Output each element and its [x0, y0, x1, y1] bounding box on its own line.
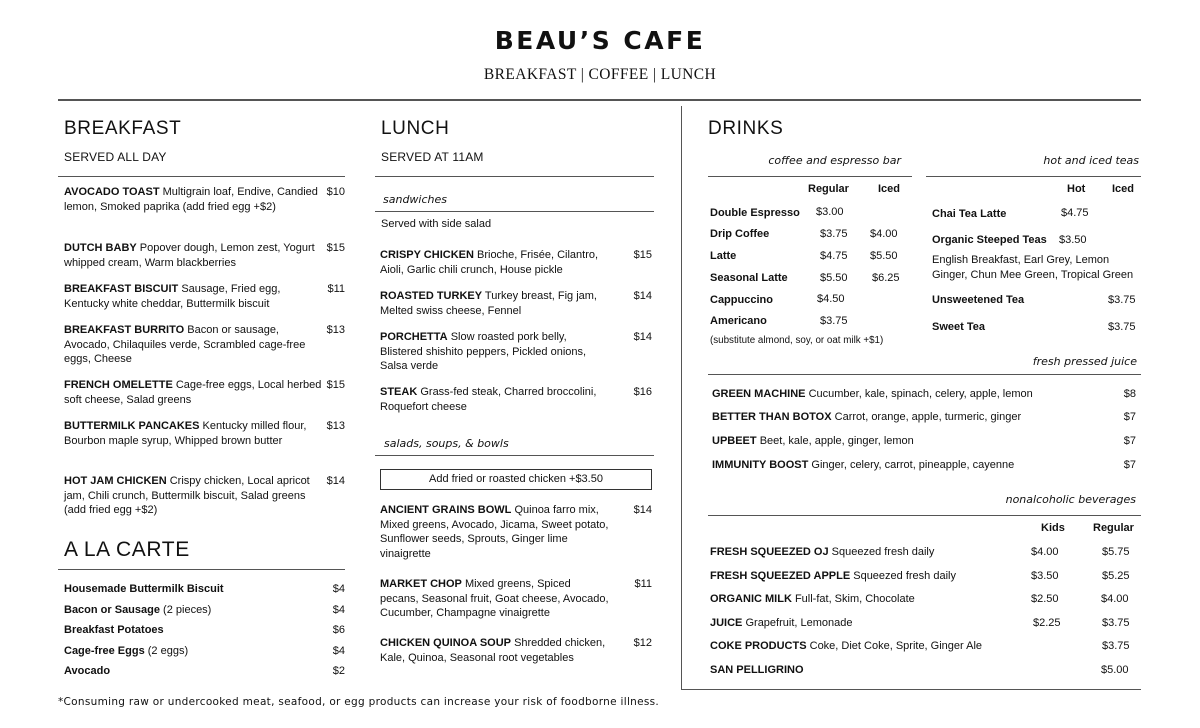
coffee-name: Drip Coffee — [710, 228, 770, 240]
item-price: $15 — [326, 242, 345, 254]
col-header: Iced — [878, 183, 901, 195]
item-name: ANCIENT GRAINS BOWL — [380, 504, 512, 516]
breakfast-subtitle: SERVED ALL DAY — [64, 150, 167, 164]
item-price: $11 — [327, 283, 345, 295]
cafe-subtitle: BREAKFAST | COFFEE | LUNCH — [483, 66, 717, 83]
item-price: $12 — [633, 637, 652, 649]
coffee-regular-price: $5.50 — [820, 272, 848, 284]
menu-item — [380, 330, 652, 385]
tea-varieties: English Breakfast, Earl Grey, Lemon Ginger, Chun Mee Green, Tropical Green — [932, 254, 1134, 281]
item-desc: Mixed greens, Spiced pecans, Seasonal fruit, Goat cheese, Avocado, Cucumber, Champagne vinaigrette — [380, 578, 609, 619]
alacarte-item — [64, 582, 345, 603]
tea-name: Organic Steeped Teas — [932, 234, 1047, 246]
beverage-desc: Grapefruit, Lemonade — [745, 617, 853, 629]
tea-name: Unsweetened Tea — [932, 294, 1025, 306]
header-divider — [58, 99, 1141, 101]
item-name: BREAKFAST BISCUIT — [64, 283, 179, 295]
juice-row — [712, 435, 1136, 447]
coffee-regular-price: $3.75 — [820, 228, 848, 240]
coffee-table — [710, 183, 910, 353]
regular-price: $5.00 — [1101, 664, 1129, 676]
item-desc: Slow roasted pork belly, Blistered shishito peppers, Pickled onions, Salsa verde — [380, 331, 587, 372]
teas-label: hot and iced teas — [1043, 154, 1139, 167]
breakfast-items — [64, 185, 345, 518]
lunch-title: LUNCH — [381, 118, 450, 139]
juice-price: $7 — [1123, 459, 1136, 471]
item-price: $13 — [326, 324, 345, 336]
lunch-section — [381, 118, 653, 164]
juice-row — [712, 411, 1136, 423]
beverage-name: FRESH SQUEEZED APPLE — [710, 570, 851, 582]
item-desc: Quinoa farro mix, Mixed greens, Avocado, Jicama, Sweet potato, Sunflower seeds, Sprouts, Ginger lime vinaigrette — [380, 504, 609, 560]
item-name: DUTCH BABY — [64, 242, 137, 254]
item-name: ROASTED TURKEY — [380, 290, 483, 302]
item-name: BREAKFAST BURRITO — [64, 324, 185, 336]
menu-item — [380, 577, 652, 636]
beverage-desc: Squeezed fresh daily — [853, 570, 956, 582]
coffee-iced-price: $5.50 — [870, 250, 898, 262]
col-header: Kids — [1041, 522, 1065, 534]
juice-row — [712, 388, 1136, 400]
item-name: Housemade Buttermilk Biscuit — [64, 583, 224, 595]
coffee-name: Cappuccino — [710, 294, 773, 306]
item-price: $14 — [326, 475, 345, 487]
item-price: $4 — [332, 644, 345, 657]
beverage-desc: Squeezed fresh daily — [831, 546, 935, 558]
juice-name: UPBEET — [712, 435, 757, 447]
col-header: Regular — [808, 183, 849, 195]
kids-price: $2.50 — [1031, 593, 1059, 605]
menu-item — [380, 248, 652, 289]
alacarte-item — [64, 603, 345, 624]
menu-item — [380, 636, 652, 681]
beverage-row — [710, 664, 804, 676]
coffee-name: Latte — [710, 250, 737, 262]
item-name: CRISPY CHICKEN — [380, 249, 474, 261]
nonalc-rule — [708, 515, 1141, 516]
beverage-name: ORGANIC MILK — [710, 593, 792, 605]
alacarte-section — [64, 538, 345, 562]
breakfast-section — [64, 118, 345, 164]
item-price: $2 — [332, 665, 345, 677]
health-disclaimer: *Consuming raw or undercooked meat, seafood, or egg products can increase your risk of foodborne illness. — [58, 696, 660, 708]
item-note: (2 pieces) — [163, 603, 212, 616]
beverage-desc: Coke, Diet Coke, Sprite, Ginger Ale — [809, 640, 983, 652]
sandwich-items — [380, 248, 652, 426]
item-desc: Turkey breast, Fig jam, Melted swiss cheese, Fennel — [380, 290, 597, 317]
breakfast-rule — [58, 176, 345, 177]
juice-rule — [708, 374, 1141, 375]
teas-rule — [926, 176, 1141, 177]
juice-name: IMMUNITY BOOST — [712, 459, 809, 471]
item-price: $6 — [332, 624, 345, 636]
alacarte-rule — [58, 569, 345, 570]
beverage-name: FRESH SQUEEZED OJ — [710, 546, 829, 558]
salads-label: salads, soups, & bowls — [384, 437, 509, 450]
item-desc: Kentucky milled flour, Bourbon maple syrup, Whipped brown butter — [64, 420, 307, 447]
juice-label: fresh pressed juice — [1032, 355, 1137, 368]
sandwiches-rule — [375, 211, 654, 212]
tea-name: Sweet Tea — [932, 321, 985, 333]
regular-price: $3.75 — [1102, 640, 1130, 652]
regular-price: $5.75 — [1102, 546, 1130, 558]
sandwiches-note: Served with side salad — [381, 218, 492, 230]
col-header: Regular — [1093, 522, 1134, 534]
salad-items — [380, 503, 652, 681]
item-price: $11 — [634, 578, 652, 590]
item-price: $14 — [633, 331, 652, 343]
menu-item — [380, 289, 652, 330]
juice-row — [712, 459, 1136, 471]
coffee-regular-price: $3.00 — [816, 206, 844, 218]
item-desc: Bacon or sausage, Avocado, Chilaquiles verde, Scrambled cage-free eggs, Cheese — [64, 324, 306, 365]
item-name: Bacon or Sausage — [64, 603, 160, 616]
menu-item — [64, 474, 345, 518]
teas-table — [932, 183, 1142, 343]
tea-hot-price: $3.50 — [1059, 234, 1087, 246]
item-desc: Crispy chicken, Local apricot jam, Chili crunch, Buttermilk biscuit, Salad greens (add fried egg +$2) — [64, 475, 310, 516]
juice-desc: Carrot, orange, apple, turmeric, ginger — [834, 411, 1022, 423]
add-chicken-box: Add fried or roasted chicken +$3.50 — [380, 469, 652, 490]
coffee-rule — [708, 176, 912, 177]
item-name: MARKET CHOP — [380, 578, 462, 590]
item-name: CHICKEN QUINOA SOUP — [380, 637, 511, 649]
item-price: $15 — [633, 249, 652, 261]
kids-price: $2.25 — [1033, 617, 1061, 629]
lunch-rule — [375, 176, 654, 177]
coffee-name: Seasonal Latte — [710, 272, 788, 284]
tea-iced-price: $3.75 — [1108, 294, 1136, 306]
menu-item — [380, 385, 652, 426]
breakfast-title: BREAKFAST — [64, 118, 182, 139]
item-name: FRENCH OMELETTE — [64, 379, 173, 391]
item-desc: Multigrain loaf, Endive, Candied lemon, Smoked paprika (add fried egg +$2) — [64, 186, 318, 213]
juice-price: $8 — [1123, 388, 1136, 400]
coffee-name: Americano — [710, 315, 767, 327]
milk-substitute-note: (substitute almond, soy, or oat milk +$1) — [710, 335, 884, 346]
item-price: $13 — [326, 420, 345, 432]
item-name: STEAK — [380, 386, 418, 398]
juice-desc: Beet, kale, apple, ginger, lemon — [759, 435, 914, 447]
item-desc: Shredded chicken, Kale, Quinoa, Seasonal root vegetables — [380, 637, 606, 664]
beverage-name: COKE PRODUCTS — [710, 640, 807, 652]
menu-item — [64, 323, 345, 378]
item-name: HOT JAM CHICKEN — [64, 475, 167, 487]
item-name: Cage-free Eggs — [64, 644, 145, 657]
item-name: AVOCADO TOAST — [64, 186, 160, 198]
beverage-row — [710, 546, 934, 558]
item-desc: Sausage, Fried egg, Kentucky white cheddar, Buttermilk biscuit — [64, 283, 281, 310]
regular-price: $5.25 — [1102, 570, 1130, 582]
juice-desc: Ginger, celery, carrot, pineapple, cayenne — [811, 459, 1015, 471]
item-desc: Cage-free eggs, Local herbed soft cheese, Salad greens — [64, 379, 322, 406]
tea-iced-price: $3.75 — [1108, 321, 1136, 333]
item-desc: Brioche, Frisée, Cilantro, Aioli, Garlic chili crunch, House pickle — [380, 249, 599, 276]
coffee-label: coffee and espresso bar — [768, 154, 901, 167]
coffee-regular-price: $4.75 — [820, 250, 848, 262]
item-name: Breakfast Potatoes — [64, 624, 164, 636]
item-desc: Grass-fed steak, Charred broccolini, Roquefort cheese — [380, 386, 597, 413]
beverage-name: JUICE — [710, 617, 743, 629]
juice-name: GREEN MACHINE — [712, 388, 806, 400]
item-price: $4 — [332, 603, 345, 616]
coffee-regular-price: $4.50 — [817, 293, 845, 305]
cafe-title: BEAU’S CAFE — [494, 26, 706, 55]
juice-name: BETTER THAN BOTOX — [712, 411, 832, 423]
item-price: $14 — [633, 504, 652, 516]
tea-name: Chai Tea Latte — [932, 208, 1007, 220]
kids-price: $4.00 — [1031, 546, 1059, 558]
item-name: BUTTERMILK PANCAKES — [64, 420, 200, 432]
item-name: Avocado — [64, 665, 111, 677]
beverage-row — [710, 593, 915, 605]
alacarte-items — [64, 582, 345, 685]
menu-item — [380, 503, 652, 577]
column-divider-right — [681, 106, 682, 690]
col-header: Iced — [1112, 183, 1135, 195]
item-name: PORCHETTA — [380, 331, 448, 343]
footer-divider-right — [681, 689, 1141, 690]
item-price: $16 — [633, 386, 652, 398]
alacarte-item — [64, 644, 345, 665]
menu-item — [64, 282, 345, 323]
coffee-regular-price: $3.75 — [820, 315, 848, 327]
alacarte-item — [64, 664, 345, 685]
alacarte-item — [64, 623, 345, 644]
menu-item — [64, 419, 345, 474]
salads-rule — [375, 455, 654, 456]
beverage-row — [710, 640, 982, 652]
drinks-title: DRINKS — [708, 118, 784, 139]
tea-hot-price: $4.75 — [1061, 207, 1089, 219]
coffee-name: Double Espresso — [710, 207, 800, 219]
coffee-iced-price: $6.25 — [872, 272, 900, 284]
col-header: Hot — [1067, 183, 1086, 195]
juice-desc: Cucumber, kale, spinach, celery, apple, lemon — [808, 388, 1033, 400]
nonalc-table — [710, 522, 1134, 682]
alacarte-title: A LA CARTE — [64, 538, 190, 561]
regular-price: $3.75 — [1102, 617, 1130, 629]
sandwiches-label: sandwiches — [383, 193, 447, 206]
item-note: (2 eggs) — [147, 644, 189, 657]
item-price: $10 — [326, 186, 345, 198]
menu-item — [64, 241, 345, 282]
juice-price: $7 — [1123, 411, 1136, 423]
beverage-row — [710, 617, 852, 629]
menu-item — [64, 378, 345, 419]
beverage-row — [710, 570, 956, 582]
item-desc: Popover dough, Lemon zest, Yogurt whipped cream, Warm blackberries — [64, 242, 315, 269]
drinks-section — [708, 118, 783, 140]
beverage-desc: Full-fat, Skim, Chocolate — [794, 593, 915, 605]
lunch-subtitle: SERVED AT 11AM — [381, 150, 484, 164]
beverage-name: SAN PELLIGRINO — [710, 664, 804, 676]
regular-price: $4.00 — [1101, 593, 1129, 605]
kids-price: $3.50 — [1031, 570, 1059, 582]
item-price: $14 — [633, 290, 652, 302]
juice-price: $7 — [1123, 435, 1136, 447]
item-price: $15 — [326, 379, 345, 391]
menu-item — [64, 185, 345, 241]
item-price: $4 — [332, 583, 345, 595]
coffee-iced-price: $4.00 — [870, 228, 898, 240]
juice-table — [712, 388, 1136, 478]
nonalc-label: nonalcoholic beverages — [1005, 493, 1136, 506]
